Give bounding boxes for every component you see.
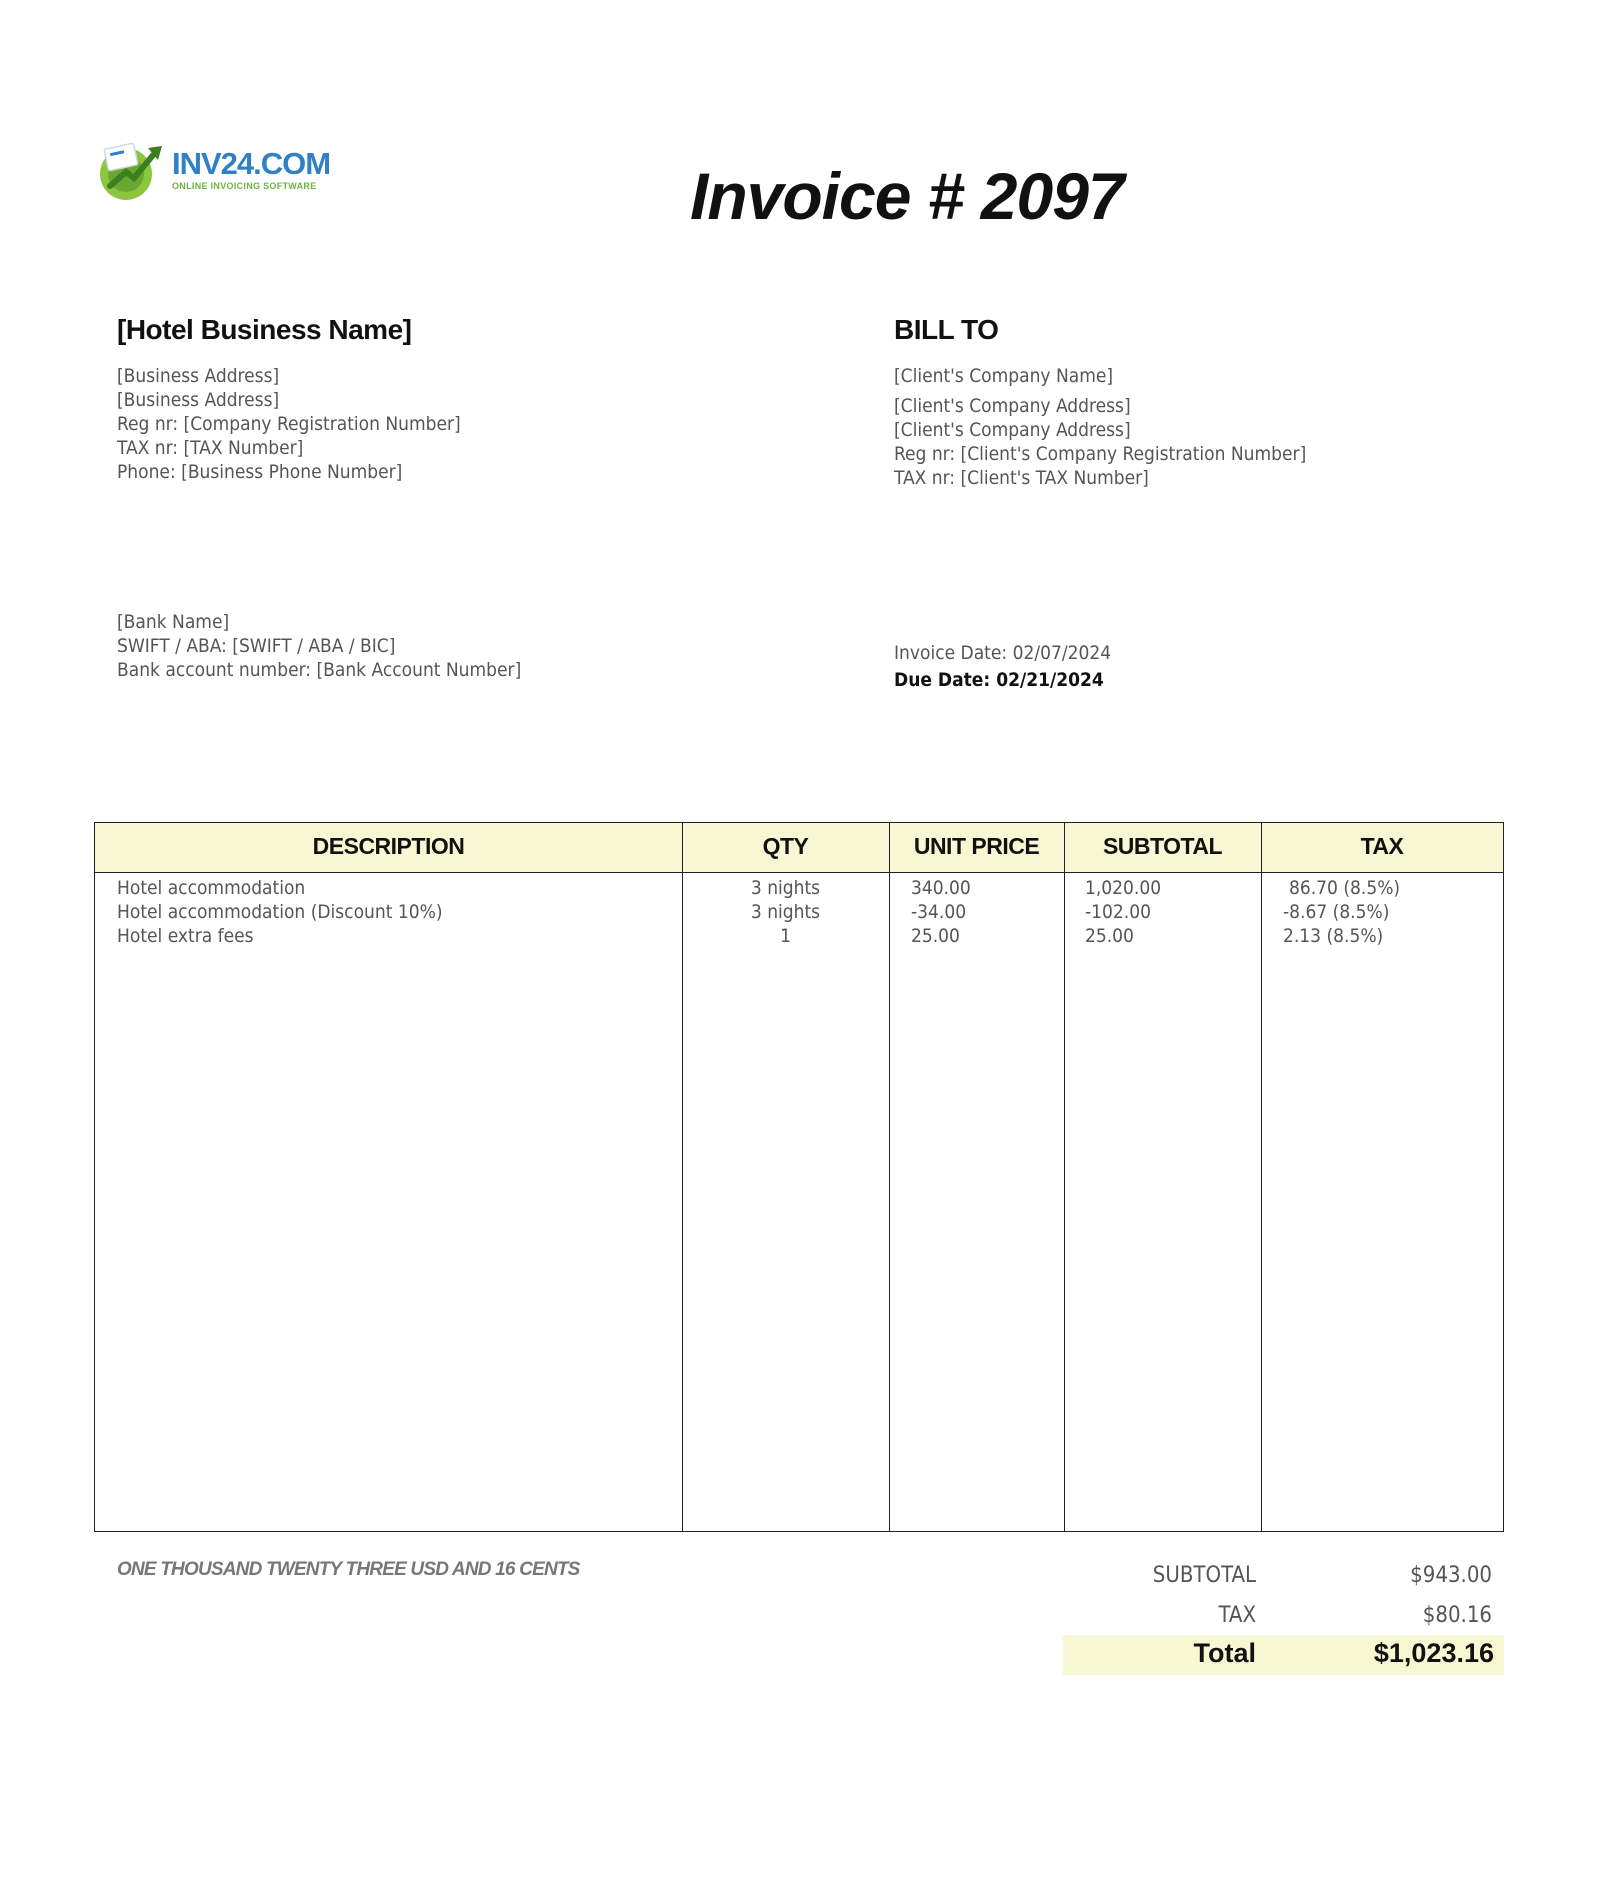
logo-icon xyxy=(96,136,166,206)
total-row xyxy=(1063,1635,1504,1675)
company-logo xyxy=(96,136,331,206)
tax-label: TAX xyxy=(1218,1603,1256,1628)
header-description: DESCRIPTION xyxy=(312,833,465,859)
row-qty: 3 nights xyxy=(750,901,821,923)
seller-line: TAX nr: [TAX Number] xyxy=(117,437,304,459)
total-value: $1,023.16 xyxy=(1373,1638,1494,1668)
row-unit-price: 340.00 xyxy=(911,877,971,899)
row-description: Hotel accommodation (Discount 10%) xyxy=(117,901,443,923)
header-tax: TAX xyxy=(1360,833,1404,859)
subtotal-label: SUBTOTAL xyxy=(1152,1563,1256,1588)
header-qty: QTY xyxy=(762,833,809,859)
items-table xyxy=(94,822,1504,1532)
client-details xyxy=(894,394,1306,490)
row-subtotal: 1,020.00 xyxy=(1085,877,1162,899)
row-qty: 1 xyxy=(780,925,791,947)
invoice-title: Invoice # 2097 xyxy=(690,159,1124,233)
row-tax: -8.67 (8.5%) xyxy=(1283,901,1390,923)
row-subtotal: 25.00 xyxy=(1085,925,1134,947)
bank-line: SWIFT / ABA: [SWIFT / ABA / BIC] xyxy=(117,635,396,657)
subtotal-value: $943.00 xyxy=(1410,1563,1492,1588)
invoice-date: Invoice Date: 02/07/2024 xyxy=(894,642,1112,664)
logo-name: INV24.COM xyxy=(172,146,331,181)
amount-in-words: ONE THOUSAND TWENTY THREE USD AND 16 CENTS xyxy=(117,1559,580,1580)
bill-to-heading: BILL TO xyxy=(894,314,999,345)
client-company: [Client's Company Name] xyxy=(894,365,1114,387)
seller-line: Phone: [Business Phone Number] xyxy=(117,461,403,483)
due-date: Due Date: 02/21/2024 xyxy=(894,669,1104,691)
row-qty: 3 nights xyxy=(750,877,821,899)
row-unit-price: -34.00 xyxy=(911,901,967,923)
logo-tagline: ONLINE INVOICING SOFTWARE xyxy=(172,181,317,191)
table-row xyxy=(95,925,1503,949)
client-line: [Client's Company Address] xyxy=(894,395,1131,417)
seller-line: Reg nr: [Company Registration Number] xyxy=(117,413,461,435)
seller-name: [Hotel Business Name] xyxy=(117,314,412,345)
header-subtotal: SUBTOTAL xyxy=(1102,833,1223,859)
seller-line: [Business Address] xyxy=(117,365,280,387)
row-unit-price: 25.00 xyxy=(911,925,960,947)
table-row xyxy=(95,877,1503,901)
row-tax: 2.13 (8.5%) xyxy=(1283,925,1384,947)
table-row xyxy=(95,901,1503,925)
tax-value: $80.16 xyxy=(1422,1603,1492,1628)
client-line: TAX nr: [Client's TAX Number] xyxy=(894,467,1149,489)
seller-line: [Business Address] xyxy=(117,389,280,411)
bank-details xyxy=(117,610,521,682)
row-description: Hotel accommodation xyxy=(117,877,306,899)
seller-details xyxy=(117,364,461,484)
row-tax: 86.70 (8.5%) xyxy=(1289,877,1401,899)
row-subtotal: -102.00 xyxy=(1085,901,1151,923)
client-line: Reg nr: [Client's Company Registration Number] xyxy=(894,443,1307,465)
total-label: Total xyxy=(1193,1638,1256,1668)
client-line: [Client's Company Address] xyxy=(894,419,1131,441)
header-unit-price: UNIT PRICE xyxy=(913,833,1040,859)
bank-line: Bank account number: [Bank Account Number] xyxy=(117,659,522,681)
row-description: Hotel extra fees xyxy=(117,925,254,947)
bank-line: [Bank Name] xyxy=(117,611,230,633)
